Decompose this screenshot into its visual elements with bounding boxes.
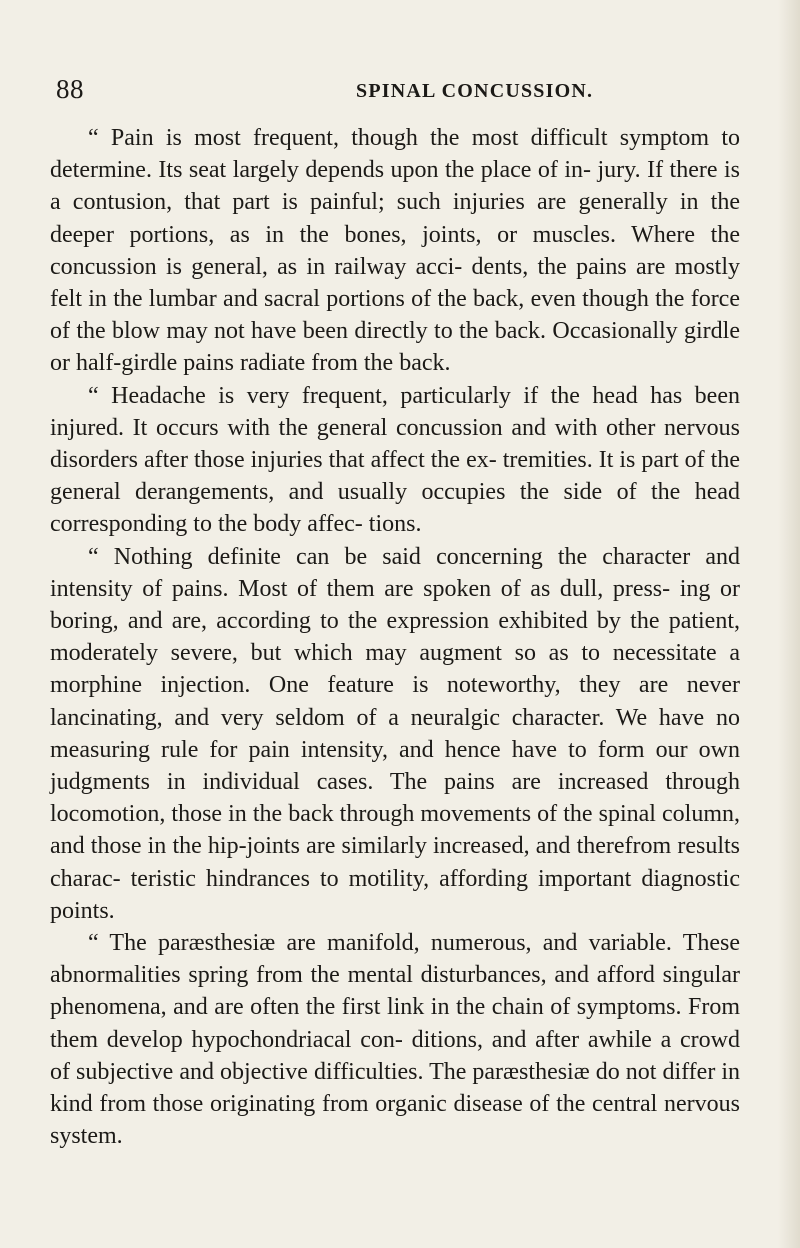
- page-number: 88: [56, 74, 84, 104]
- paragraph-headache: “ Headache is very frequent, particularly if the head has been injured. It occurs with the general concussion and with other nervous disorders after those injuries that affect the ex- tremities. It is part of the general derangements, and usually occupies the side of the head corresponding to the body affec- tions.: [50, 382, 740, 538]
- paragraph-pain-character: “ Nothing definite can be said concerning the character and intensity of pains. Most of them are spoken of as dull, press- ing or boring, and are, according to the expression exhibited by the patient, moderately severe, but which may augment so as to necessitate a morphine injection. One feature is noteworthy, they are never lancinating, and very seldom of a neuralgic character. We have no measuring rule for pain intensity, and hence have to form our own judgments in individual cases. The pains are increased through locomotion, those in the back through movements of the spinal column, and those in the hip-joints are similarly increased, and therefrom results charac- teristic hindrances to motility, affording important diagnostic points.: [50, 543, 740, 924]
- running-title: SPINAL CONCUSSION.: [356, 80, 594, 102]
- body-text: [50, 122, 740, 1153]
- paragraph-paraesthesiae: “ The paræsthesiæ are manifold, numerous, and variable. These abnormalities spring from the mental disturbances, and afford singular phenomena, and are often the first link in the chain of symptoms. From them develop hypochondriacal con- ditions, and after awhile a crowd of subjective and objective difficulties. The paræsthesiæ do not differ in kind from those originating from organic disease of the central nervous system.: [50, 930, 740, 1150]
- paragraph-pain: “ Pain is most frequent, though the most difficult symptom to determine. Its seat largely depends upon the place of in- jury. If there is a contusion, that part is painful; such injuries are generally in the deeper portions, as in the bones, joints, or muscles. Where the concussion is general, as in railway acci- dents, the pains are mostly felt in the lumbar and sacral portions of the back, even though the force of the blow may not have been directly to the back. Occasionally girdle or half-girdle pains radiate from the back.: [50, 125, 740, 377]
- running-head: [50, 74, 750, 108]
- page-edge-shadow: [778, 0, 800, 1248]
